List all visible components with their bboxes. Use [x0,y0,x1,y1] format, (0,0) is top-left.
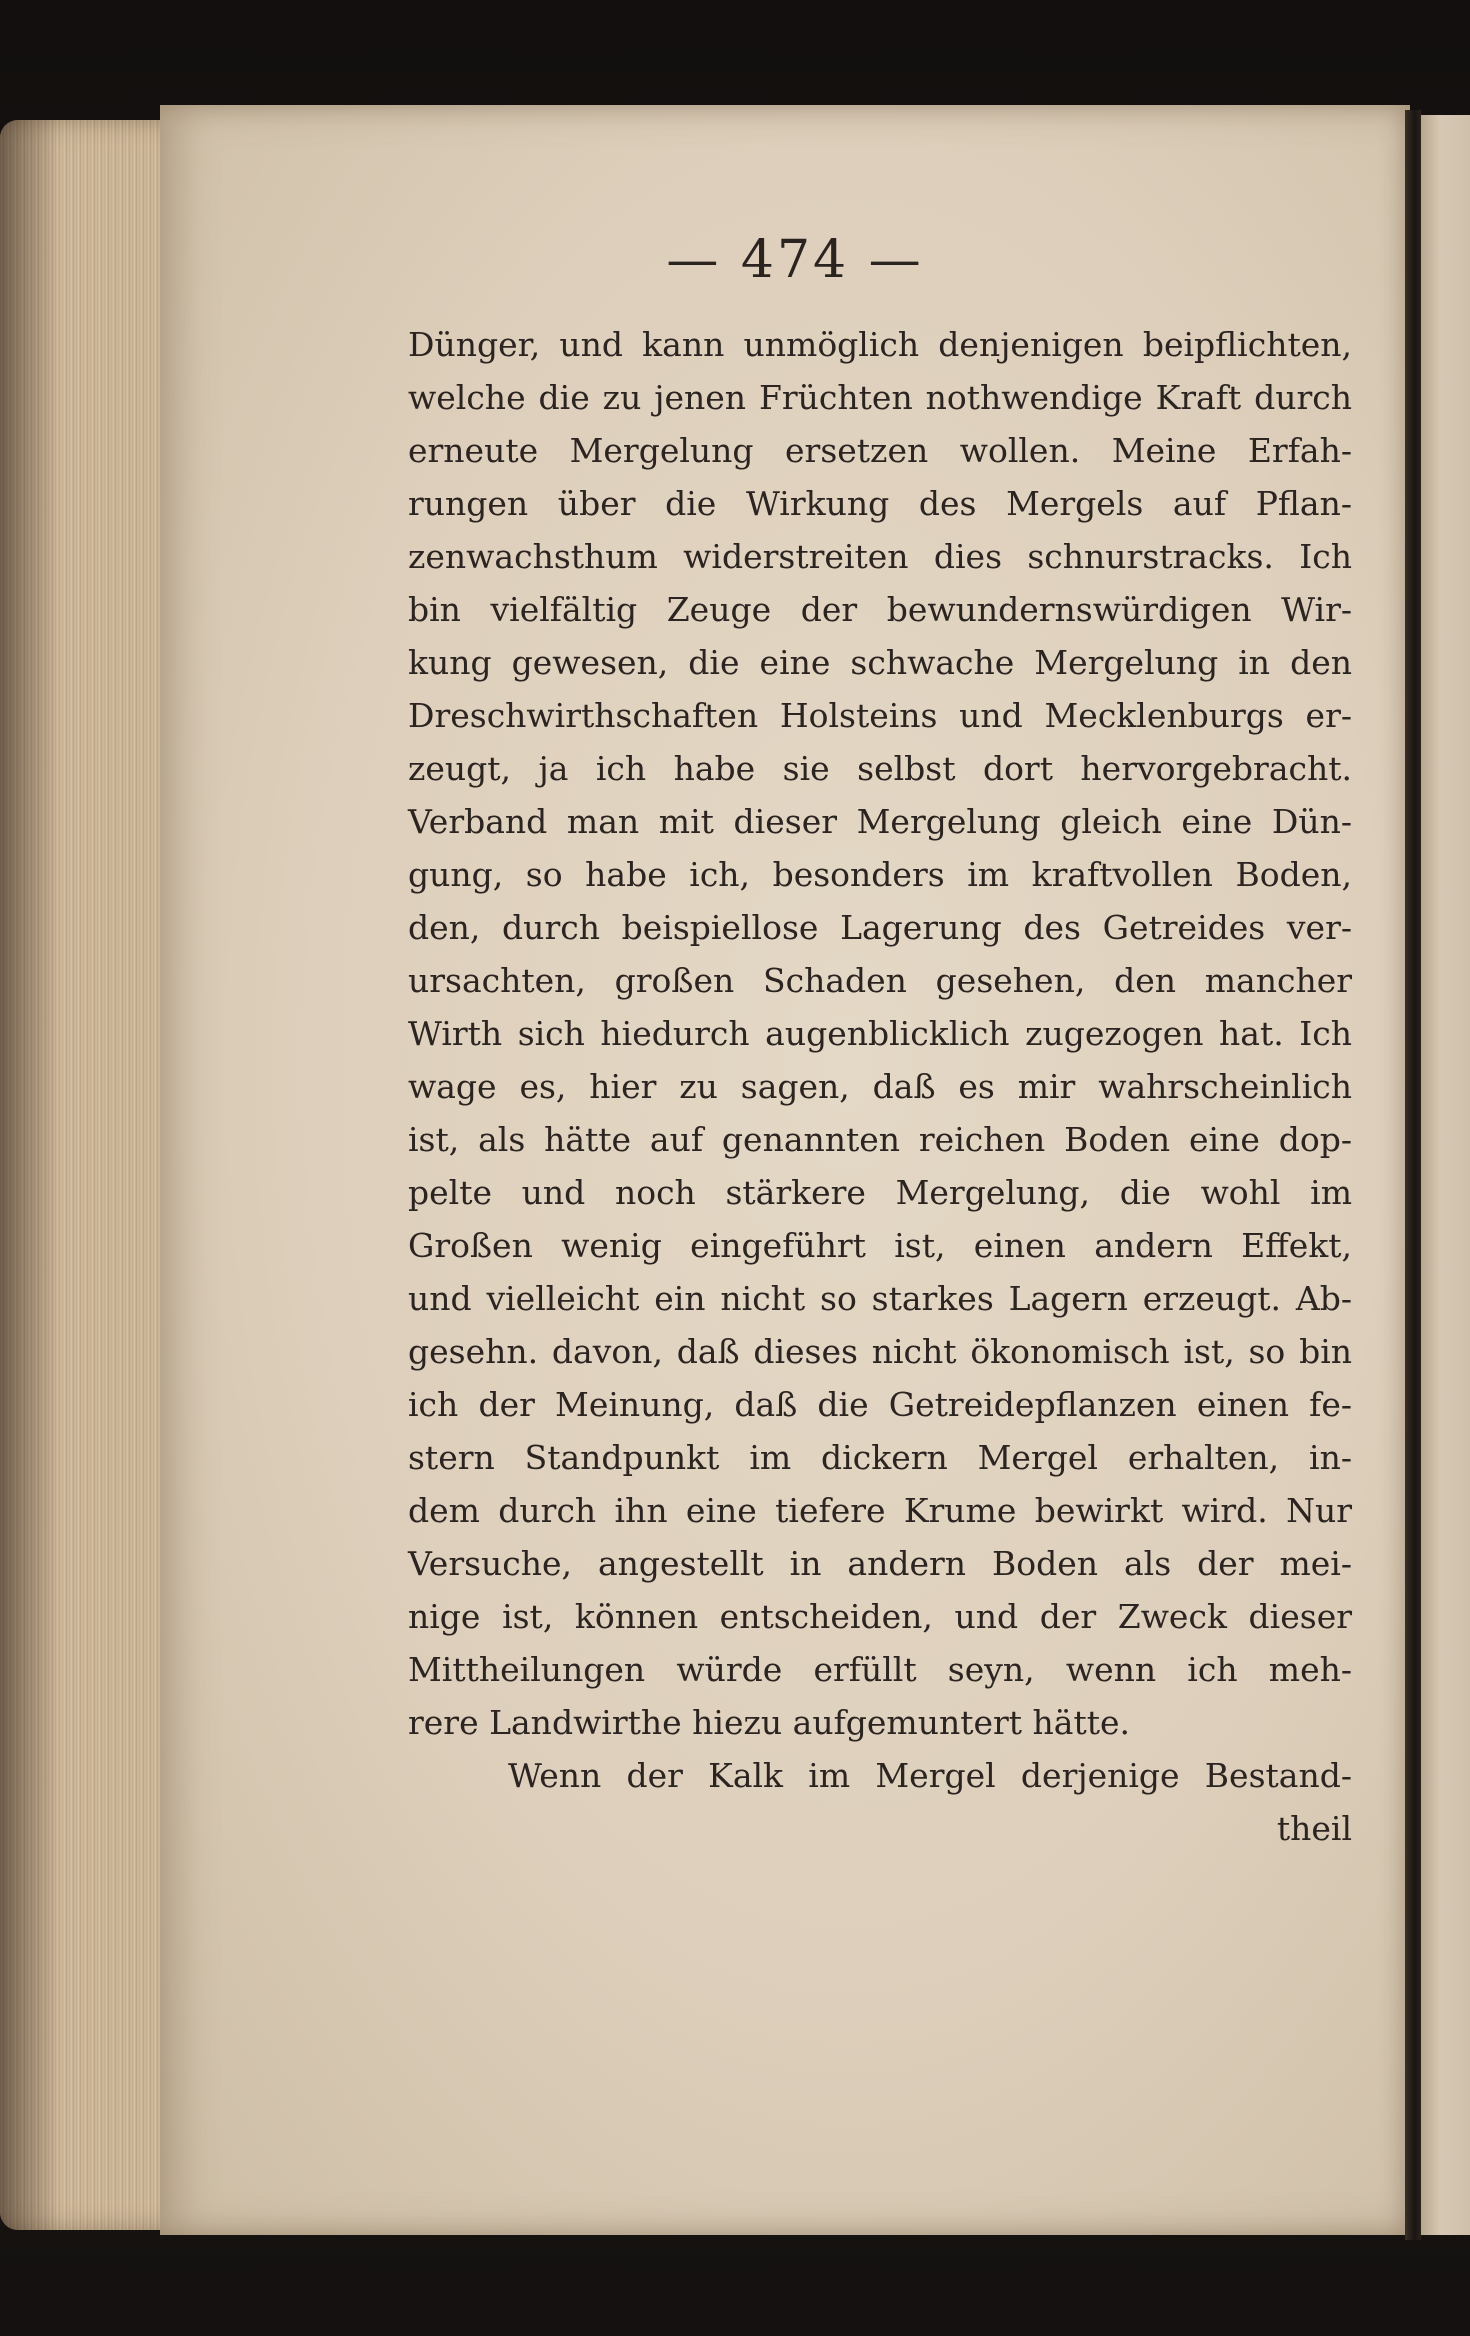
text-line: Wirth sich hiedurch augenblicklich zugezogen hat. Ich [408,1014,1352,1053]
text-line: dem durch ihn eine tiefere Krume bewirkt wird. Nur [408,1491,1352,1530]
text-line: zeugt, ja ich habe sie selbst dort hervorgebracht. [408,749,1352,788]
text-line: nige ist, können entscheiden, und der Zweck dieser [408,1597,1352,1636]
text-line: Versuche, angestellt in andern Boden als der mei- [408,1544,1352,1583]
text-line: gesehn. davon, daß dieses nicht ökonomisch ist, so bin [408,1332,1352,1371]
text-line: pelte und noch stärkere Mergelung, die wohl im [408,1173,1352,1212]
paragraph-end-line: rere Landwirthe hiezu aufgemuntert hätte. [408,1703,1131,1742]
text-line: stern Standpunkt im dickern Mergel erhalten, in- [408,1438,1352,1477]
text-line: erneute Mergelung ersetzen wollen. Meine Erfah- [408,431,1352,470]
paragraph-start-line: Wenn der Kalk im Mergel derjenige Bestand- [508,1756,1352,1795]
body-text [408,318,1352,1855]
text-line: Großen wenig eingeführt ist, einen andern Effekt, [408,1226,1352,1265]
text-line: ursachten, großen Schaden gesehen, den mancher [408,961,1352,1000]
text-line: und vielleicht ein nicht so starkes Lagern erzeugt. Ab- [408,1279,1352,1318]
text-line: kung gewesen, die eine schwache Mergelung in den [408,643,1352,682]
text-line: welche die zu jenen Früchten nothwendige Kraft durch [408,378,1352,417]
text-line: Mittheilungen würde erfüllt seyn, wenn ich meh- [408,1650,1352,1689]
text-line: Dreschwirthschaften Holsteins und Mecklenburgs er- [408,696,1352,735]
text-line: wage es, hier zu sagen, daß es mir wahrscheinlich [408,1067,1352,1106]
page-header [0,230,1470,290]
page-gutter [1405,110,1421,2240]
text-line: den, durch beispiellose Lagerung des Getreides ver- [408,908,1352,947]
text-line: bin vielfältig Zeuge der bewundernswürdigen Wir- [408,590,1352,629]
text-line: ich der Meinung, daß die Getreidepflanzen einen fe- [408,1385,1352,1424]
text-line: gung, so habe ich, besonders im kraftvollen Boden, [408,855,1352,894]
catchword: theil [1276,1809,1352,1848]
text-line: zenwachsthum widerstreiten dies schnurstracks. Ich [408,537,1352,576]
text-line: ist, als hätte auf genannten reichen Boden eine dop- [408,1120,1352,1159]
page-number: — 474 — [666,230,924,290]
text-line: Verband man mit dieser Mergelung gleich eine Dün- [408,802,1352,841]
next-page-edge [1421,115,1470,2235]
text-line: Dünger, und kann unmöglich denjenigen beipflichten, [408,325,1352,364]
page-edges-shadow [0,120,60,2230]
text-line: rungen über die Wirkung des Mergels auf Pflan- [408,484,1352,523]
